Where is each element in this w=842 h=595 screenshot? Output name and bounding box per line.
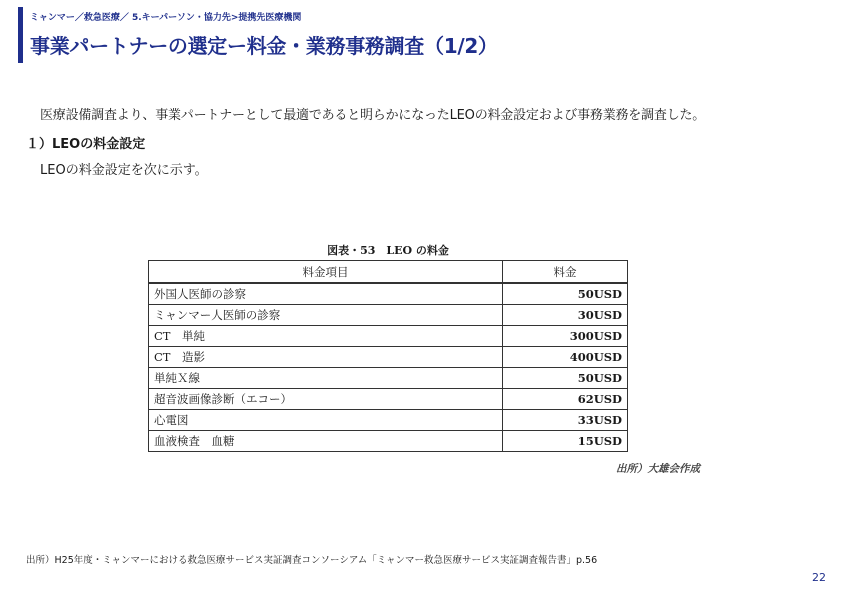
fee-item-cell: 外国人医師の診察	[149, 283, 503, 305]
table-row	[149, 410, 628, 431]
section-heading: １）LEOの料金設定	[26, 137, 146, 152]
table-row	[149, 431, 628, 452]
fee-value-cell: 50USD	[503, 283, 628, 305]
table-row	[149, 347, 628, 368]
table-header-row	[149, 261, 628, 284]
table-row	[149, 326, 628, 347]
page-number: 22	[812, 571, 826, 584]
fee-value-cell: 33USD	[503, 410, 628, 431]
column-header-item: 料金項目	[149, 261, 503, 284]
table-source-note: 出所）大雄会作成	[616, 463, 700, 475]
breadcrumb: ミャンマー／救急医療／ 5.キーパーソン・協力先>提携先医療機関	[30, 13, 302, 23]
section-text: LEOの料金設定を次に示す。	[40, 163, 208, 178]
fee-value-cell: 300USD	[503, 326, 628, 347]
fee-value-cell: 30USD	[503, 305, 628, 326]
fee-item-cell: 血液検査 血糖	[149, 431, 503, 452]
title-accent-bar	[18, 7, 23, 63]
table-row	[149, 305, 628, 326]
footer-source-citation: 出所）H25年度・ミャンマーにおける救急医療サービス実証調査コンソーシアム「ミャンマー救急医療サービス実証調査報告書」p.56	[26, 555, 598, 566]
table-row	[149, 283, 628, 305]
fee-item-cell: 超音波画像診断（エコー）	[149, 389, 503, 410]
table-caption: 図表・53 LEO の料金	[327, 244, 449, 257]
fee-value-cell: 400USD	[503, 347, 628, 368]
table-row	[149, 368, 628, 389]
fee-table	[148, 260, 628, 452]
fee-item-cell: CT 造影	[149, 347, 503, 368]
page-title: 事業パートナーの選定ー料金・業務事務調査（1/2）	[30, 34, 498, 58]
fee-value-cell: 62USD	[503, 389, 628, 410]
column-header-fee: 料金	[503, 261, 628, 284]
intro-paragraph: 医療設備調査より、事業パートナーとして最適であると明らかになったLEOの料金設定および事務業務を調査した。	[40, 108, 706, 123]
fee-item-cell: 心電図	[149, 410, 503, 431]
fee-value-cell: 15USD	[503, 431, 628, 452]
table-row	[149, 389, 628, 410]
fee-value-cell: 50USD	[503, 368, 628, 389]
fee-item-cell: 単純Ｘ線	[149, 368, 503, 389]
fee-item-cell: ミャンマー人医師の診察	[149, 305, 503, 326]
fee-item-cell: CT 単純	[149, 326, 503, 347]
